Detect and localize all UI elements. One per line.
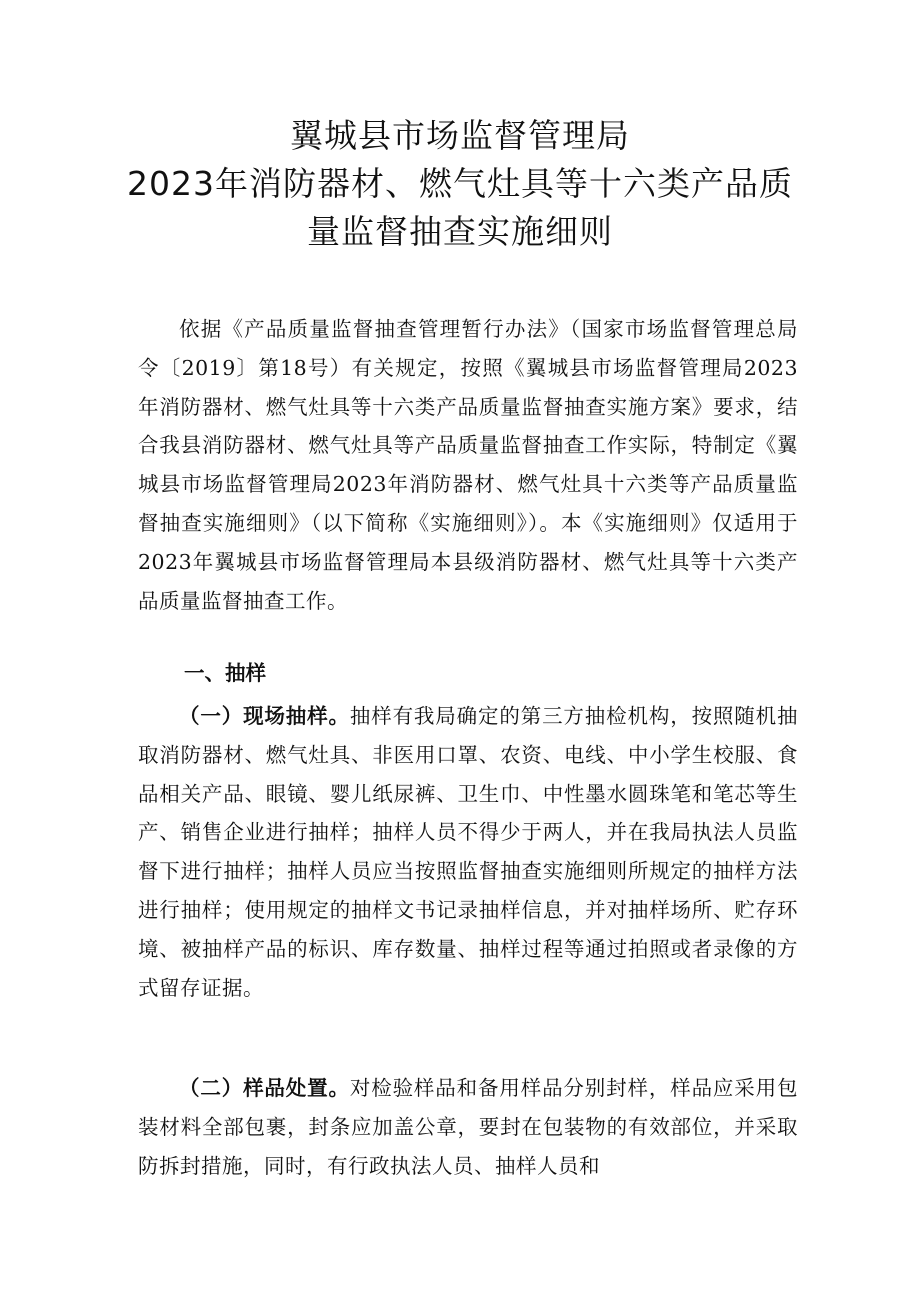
document-title-line-3: 量监督抽查实施细则 <box>307 212 613 251</box>
item-onsite-sampling <box>138 697 798 1007</box>
item-sample-handling-lead: （二）样品处置。 <box>179 1076 350 1100</box>
item-onsite-sampling-body: 抽样有我局确定的第三方抽检机构，按照随机抽取消防器材、燃气灶具、非医用口罩、农资、电线、中小学生校服、食品相关产品、眼镜、婴儿纸尿裤、卫生巾、中性墨水圆珠笔和笔芯等生产、销售企业进行抽样；抽样人员不得少于两人，并在我局执法人员监督下进行抽样；抽样人员应当按照监督抽查实施细则所规定的抽样方法进行抽样；使用规定的抽样文书记录抽样信息，并对抽样场所、贮存环境、被抽样产品的标识、库存数量、抽样过程等通过拍照或者录像的方式留存证据。 <box>138 704 799 1000</box>
item-sample-handling-body: 对检验样品和备用样品分别封样，样品应采用包装材料全部包裹，封条应加盖公章，要封在包装物的有效部位，并采取防拆封措施，同时，有行政执法人员、抽样人员和 <box>138 1076 799 1178</box>
section-heading-sampling: 一、抽样 <box>184 661 266 685</box>
intro-paragraph: 依据《产品质量监督抽查管理暂行办法》（国家市场监督管理总局令〔2019〕第18号）有关规定，按照《翼城县市场监督管理局2023年消防器材、燃气灶具等十六类产品质量监督抽查实施方案》要求，结合我县消防器材、燃气灶具等产品质量监督抽查工作实际，特制定《翼城县市场监督管理局2023年消防器材、燃气灶具十六类等产品质量监督抽查实施细则》（以下简称《实施细则》）。本《实施细则》仅适用于2023年翼城县市场监督管理局本县级消防器材、燃气灶具等十六类产品质量监督抽查工作。 <box>138 317 798 613</box>
document-title-line-1: 翼城县市场监督管理局 <box>290 116 630 155</box>
document-title-line-2: 2023年消防器材、燃气灶具等十六类产品质 <box>127 164 793 203</box>
item-onsite-sampling-lead: （一）现场抽样。 <box>179 704 350 728</box>
item-sample-handling <box>138 1069 798 1185</box>
